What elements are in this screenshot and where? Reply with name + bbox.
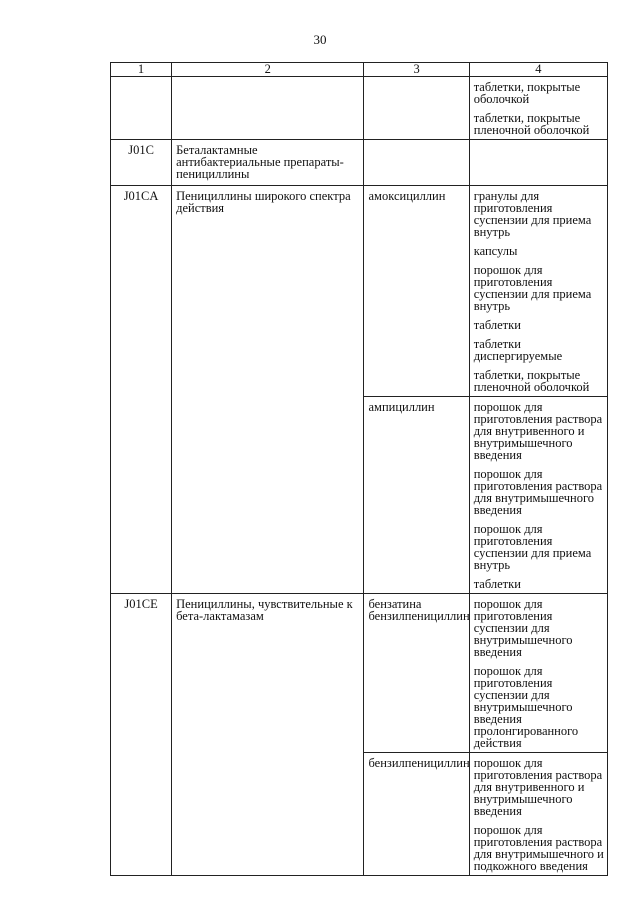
column-header-4: 4 bbox=[469, 63, 607, 77]
dosage-form: порошок для приготовления суспензии для приема внутрь bbox=[473, 522, 592, 572]
dosage-form: порошок для приготовления раствора для внутримышечного введения bbox=[473, 467, 603, 517]
page-number: 30 bbox=[313, 32, 327, 47]
table-row bbox=[111, 594, 608, 753]
dosage-form: порошок для приготовления раствора для внутримышечного и подкожного введения bbox=[473, 823, 604, 873]
column-header-2: 2 bbox=[172, 63, 364, 77]
table-row bbox=[111, 77, 608, 140]
dosage-forms-cell bbox=[469, 397, 607, 594]
column-header-3: 3 bbox=[364, 63, 469, 77]
dosage-forms-cell bbox=[469, 594, 607, 753]
dosage-forms-cell bbox=[469, 186, 607, 397]
dosage-form: порошок для приготовления суспензии для приема внутрь bbox=[473, 263, 592, 313]
substance-cell: ампициллин bbox=[364, 397, 469, 594]
dosage-form: таблетки, покрытые оболочкой bbox=[473, 80, 581, 106]
group-name-cell: Беталактамные антибактериальные препараты-пенициллины bbox=[172, 140, 364, 186]
group-name-cell: Пенициллины, чувствительные к бета-лактамазам bbox=[172, 594, 364, 876]
atc-code-cell: J01C bbox=[111, 140, 172, 186]
atc-code-cell bbox=[111, 77, 172, 140]
header-row bbox=[111, 63, 608, 77]
dosage-forms-cell bbox=[469, 753, 607, 876]
table-row bbox=[111, 186, 608, 397]
dosage-forms-cell bbox=[469, 77, 607, 140]
dosage-form: порошок для приготовления раствора для внутривенного и внутримышечного введения bbox=[473, 756, 603, 818]
substance-cell bbox=[364, 77, 469, 140]
dosage-form: таблетки, покрытые пленочной оболочкой bbox=[473, 111, 590, 137]
atc-code-cell: J01CA bbox=[111, 186, 172, 594]
group-name-cell bbox=[172, 77, 364, 140]
column-header-1: 1 bbox=[111, 63, 172, 77]
substance-cell: амоксициллин bbox=[364, 186, 469, 397]
substance-cell: бензатина бензилпенициллин bbox=[364, 594, 469, 753]
dosage-forms-cell bbox=[469, 140, 607, 186]
dosage-form: порошок для приготовления суспензии для внутримышечного введения пролонгированного действия bbox=[473, 664, 579, 750]
dosage-form: таблетки диспергируемые bbox=[473, 337, 563, 363]
dosage-form: таблетки bbox=[473, 577, 521, 591]
group-name-cell: Пенициллины широкого спектра действия bbox=[172, 186, 364, 594]
dosage-form: гранулы для приготовления суспензии для приема внутрь bbox=[473, 189, 592, 239]
substance-cell: бензилпенициллин bbox=[364, 753, 469, 876]
dosage-form: порошок для приготовления суспензии для внутримышечного введения bbox=[473, 597, 573, 659]
substance-cell bbox=[364, 140, 469, 186]
dosage-form: порошок для приготовления раствора для внутривенного и внутримышечного введения bbox=[473, 400, 603, 462]
table-row bbox=[111, 140, 608, 186]
dosage-form: таблетки, покрытые пленочной оболочкой bbox=[473, 368, 590, 394]
atc-code-cell: J01CE bbox=[111, 594, 172, 876]
dosage-form: капсулы bbox=[473, 244, 518, 258]
dosage-form: таблетки bbox=[473, 318, 521, 332]
medicines-table bbox=[110, 62, 608, 876]
